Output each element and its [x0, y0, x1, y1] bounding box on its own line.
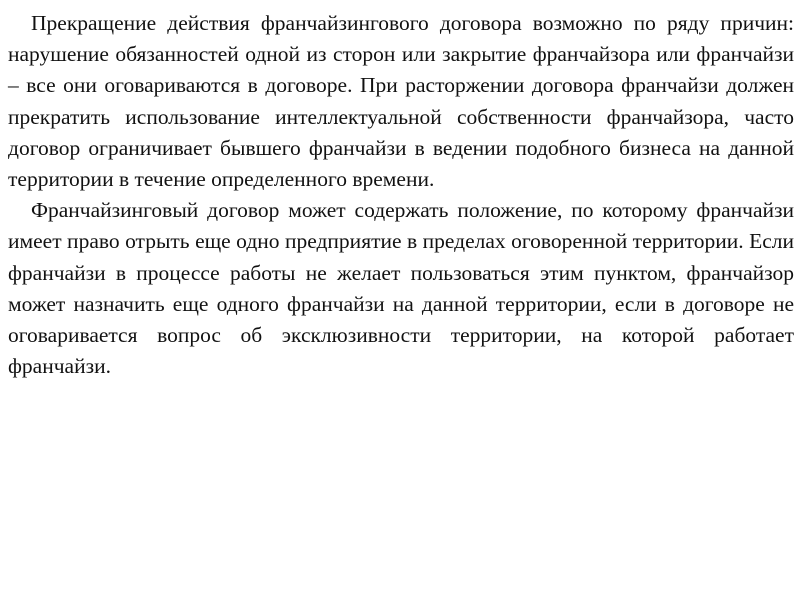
text-body [8, 8, 794, 382]
paragraph-territory: Франчайзинговый договор может содержать положение, по которому франчайзи имеет право отрыть еще одно предприятие в пределах оговоренной территории. Если франчайзи в процессе работы не желает пользоваться этим пунктом, франчайзор может назначить еще одного франчайзи на данной территории, если в договоре не оговаривается вопрос об эксклюзивности территории, на которой работает франчайзи. [8, 198, 794, 379]
paragraph-termination: Прекращение действия франчайзингового договора возможно по ряду причин: нарушение обязанностей одной из сторон или закрытие франчайзора или франчайзи – все они оговариваются в договоре. При расторжении договора франчайзи должен прекратить использование интеллектуальной собственности франчайзора, часто договор ограничивает бывшего франчайзи в ведении подобного бизнеса на данной территории в течение определенного времени. [8, 11, 794, 192]
